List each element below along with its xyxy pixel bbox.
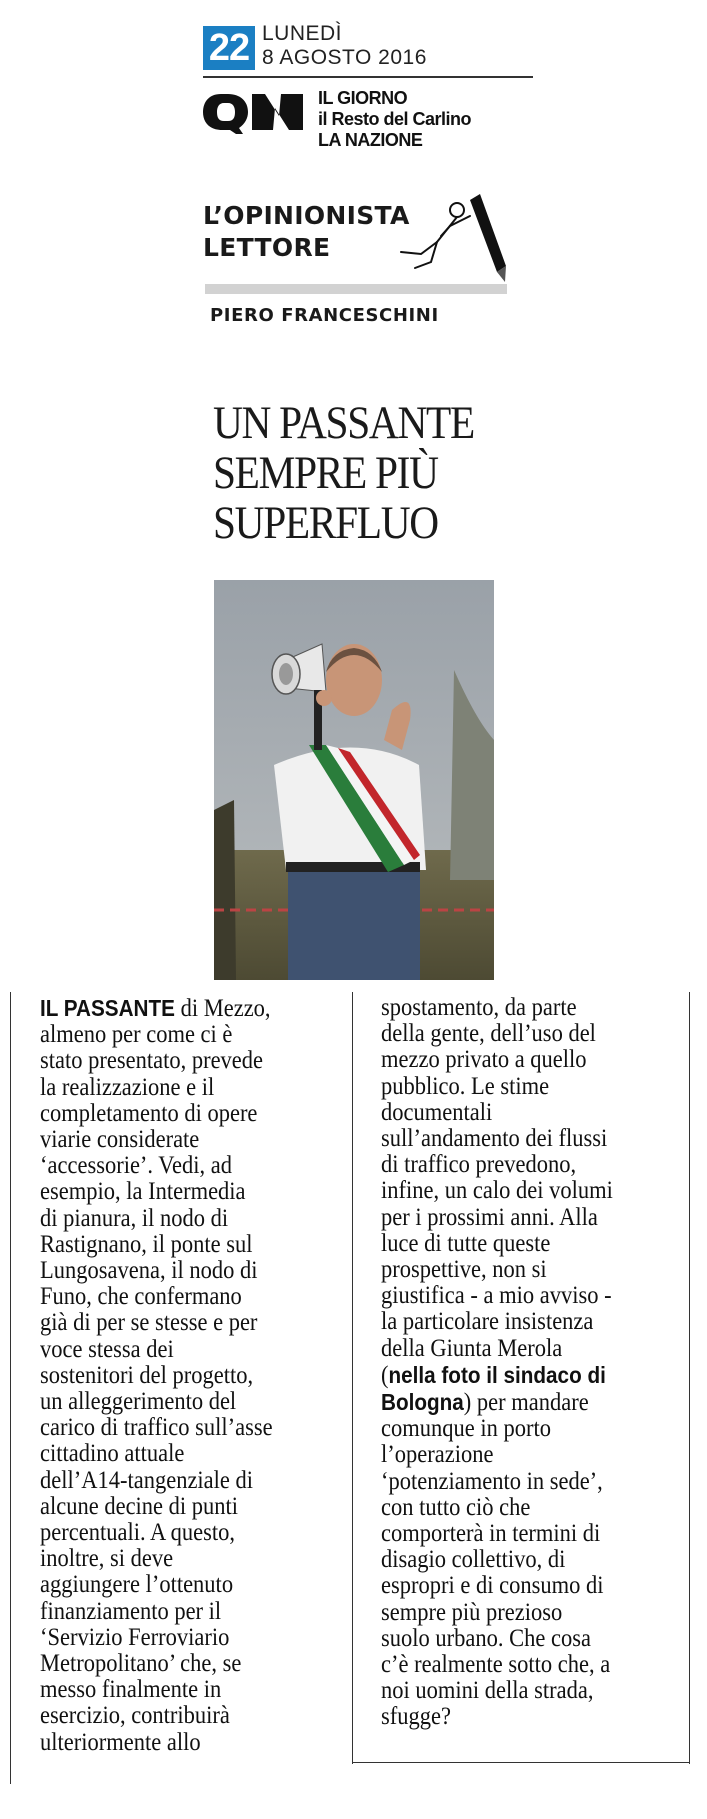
headline-line: SUPERFLUO: [213, 497, 438, 549]
photo-caption-bold: nella foto il sindaco di: [388, 1361, 606, 1388]
line-text: espropri e di consumo di: [381, 1572, 604, 1600]
line-text: spostamento, da parte: [381, 994, 577, 1021]
text-line: [40, 1075, 273, 1101]
line-text: di pianura, il nodo di: [40, 1204, 229, 1232]
page-number: 22: [203, 26, 255, 70]
text-line: [381, 1678, 613, 1704]
header-rule: [203, 76, 533, 78]
text-line: [381, 1231, 613, 1257]
text-line: [381, 1257, 613, 1283]
column-bottom-rule: [352, 1762, 690, 1763]
line-text: la realizzazione e il: [40, 1073, 215, 1101]
paper-name: LA NAZIONE: [318, 130, 423, 150]
line-text: della Giunta Merola: [381, 1334, 563, 1362]
line-text: percentuali. A questo,: [40, 1519, 235, 1547]
text-line: [40, 1310, 273, 1336]
line-text: già di per se stesse e per: [40, 1309, 258, 1337]
text-line: [381, 1469, 613, 1495]
text-line: [381, 1362, 613, 1389]
text-line: [381, 1283, 613, 1309]
line-text: messo finalmente in: [40, 1676, 222, 1704]
line-text: con tutto ciò che: [381, 1493, 531, 1521]
paper-name: IL GIORNO: [318, 88, 408, 108]
text-line: [40, 1022, 273, 1048]
line-text: per i prossimi anni. Alla: [381, 1203, 598, 1231]
text-line: [40, 1101, 273, 1127]
text-line: [40, 1048, 273, 1074]
text-line: [40, 1703, 273, 1729]
text-line: [40, 1389, 273, 1415]
line-text: ‘accessorie’. Vedi, ad: [40, 1152, 233, 1180]
publication-date: [262, 22, 427, 70]
line-text: luce di tutte queste: [381, 1229, 551, 1257]
text-line: [40, 1441, 273, 1467]
line-text: almeno per come ci è: [40, 1021, 233, 1049]
text-line: [381, 1416, 613, 1442]
line-text: Metropolitano’ che, se: [40, 1650, 242, 1678]
text-line: [381, 1100, 613, 1126]
line-text: noi uomini della strada,: [381, 1677, 594, 1705]
line-text: finanziamento per il: [40, 1597, 222, 1625]
text-line: [381, 1178, 613, 1204]
article-column-right: [381, 995, 613, 1731]
text-line: [381, 1626, 613, 1652]
text-line: [381, 1074, 613, 1100]
line-text: sfugge?: [381, 1703, 451, 1731]
line-text: voce stessa dei: [40, 1335, 174, 1363]
line-text: stato presentato, prevede: [40, 1047, 264, 1075]
line-text: Lungosavena, il nodo di: [40, 1257, 258, 1285]
line-text: suolo urbano. Che cosa: [381, 1624, 591, 1652]
text-line: [381, 1704, 613, 1730]
line-text: documentali: [381, 1098, 493, 1126]
line-text: ‘potenziamento in sede’,: [381, 1467, 603, 1495]
line-text: completamento di opere: [40, 1099, 258, 1127]
text-line: [381, 1600, 613, 1626]
line-text: sempre più prezioso: [381, 1598, 563, 1626]
line-text: pubblico. Le stime: [381, 1072, 550, 1100]
text-line: [40, 1232, 273, 1258]
article-photo: [214, 580, 494, 980]
line-text: aggiungere l’ottenuto: [40, 1571, 234, 1599]
line-text: giustifica - a mio avviso -: [381, 1282, 612, 1310]
line-text: infine, un calo dei volumi: [381, 1177, 613, 1205]
text-line: [381, 1152, 613, 1178]
text-line: [40, 1179, 273, 1205]
rubric-band: [205, 284, 507, 294]
line-text: viarie considerate: [40, 1126, 200, 1154]
text-line: [381, 1495, 613, 1521]
text-line: [381, 1047, 613, 1073]
line-text: esercizio, contribuirà: [40, 1702, 230, 1730]
column-rule-right: [689, 992, 690, 1764]
text-line: [381, 1205, 613, 1231]
line-text: ulteriormente allo: [40, 1728, 201, 1756]
line-text: sull’andamento dei flussi: [381, 1125, 608, 1153]
text-line: [381, 1126, 613, 1152]
text-line: [381, 995, 613, 1021]
text-line: [40, 1415, 273, 1441]
line-text: un alleggerimento del: [40, 1388, 237, 1416]
qn-logo: [203, 90, 303, 134]
text-line: [40, 1258, 273, 1284]
text-line: [381, 1336, 613, 1362]
masthead-papers: [318, 88, 471, 151]
text-line: [40, 1677, 273, 1703]
line-text: prospettive, non si: [381, 1256, 547, 1284]
line-text: comunque in porto: [381, 1415, 551, 1443]
line-text: della gente, dell’uso del: [381, 1020, 596, 1048]
line-text: disagio collettivo, di: [381, 1546, 566, 1574]
author-name: PIERO FRANCESCHINI: [210, 305, 439, 326]
headline: [213, 398, 530, 548]
date-text: 8 AGOSTO 2016: [262, 46, 427, 69]
line-text: sostenitori del progetto,: [40, 1361, 254, 1389]
line-text: mezzo privato a quello: [381, 1046, 587, 1074]
line-text: inoltre, si deve: [40, 1545, 174, 1573]
column-rule-middle: [352, 992, 353, 1764]
line-text: l’operazione: [381, 1441, 494, 1469]
text-line: [40, 995, 273, 1022]
rubric-line: LETTORE: [203, 233, 331, 262]
line-text: Rastignano, il ponte sul: [40, 1230, 253, 1258]
text-line: [40, 1337, 273, 1363]
text-line: [40, 1284, 273, 1310]
text-line: [40, 1520, 273, 1546]
article-column-left: [40, 995, 273, 1756]
column-rule-left: [10, 992, 11, 1784]
line-text: di traffico prevedono,: [381, 1151, 577, 1179]
line-text: esempio, la Intermedia: [40, 1178, 246, 1206]
line-text: cittadino attuale: [40, 1440, 185, 1468]
text-line: [40, 1546, 273, 1572]
text-line: [381, 1021, 613, 1047]
photo-caption-bold: Bologna: [381, 1389, 464, 1416]
line-text: ‘Servizio Ferroviario: [40, 1623, 230, 1651]
text-line: [40, 1127, 273, 1153]
line-text: la particolare insistenza: [381, 1308, 594, 1336]
weekday: LUNEDÌ: [262, 22, 343, 45]
text-line: [381, 1521, 613, 1547]
line-text: ) per mandare: [463, 1389, 589, 1417]
text-line: [40, 1572, 273, 1598]
lead-in: IL PASSANTE: [40, 995, 175, 1021]
line-text: alcune decine di punti: [40, 1492, 239, 1520]
line-text: dell’A14-tangenziale di: [40, 1466, 254, 1494]
text-line: [40, 1206, 273, 1232]
text-line: [381, 1547, 613, 1573]
text-line: [381, 1573, 613, 1599]
text-line: [40, 1468, 273, 1494]
line-text: carico di traffico sull’asse: [40, 1414, 273, 1442]
paper-name: il Resto del Carlino: [318, 109, 472, 129]
headline-line: SEMPRE PIÙ: [213, 447, 438, 499]
text-line: [40, 1730, 273, 1756]
line-text: di Mezzo,: [174, 995, 271, 1022]
text-line: [40, 1363, 273, 1389]
text-line: [40, 1651, 273, 1677]
pen-figure-icon: [375, 190, 510, 290]
line-text: Funo, che confermano: [40, 1283, 242, 1311]
text-line: [40, 1494, 273, 1520]
text-line: [40, 1153, 273, 1179]
line-text: c’è realmente sotto che, a: [381, 1651, 611, 1679]
line-text: (: [381, 1361, 389, 1389]
text-line: [381, 1309, 613, 1335]
text-line: [40, 1625, 273, 1651]
line-text: comporterà in termini di: [381, 1520, 601, 1548]
text-line: [381, 1442, 613, 1468]
text-line: [381, 1389, 613, 1416]
text-line: [381, 1652, 613, 1678]
text-line: [40, 1599, 273, 1625]
headline-line: UN PASSANTE: [213, 397, 474, 449]
rubric-line: L’OPINIONISTA: [203, 201, 410, 230]
